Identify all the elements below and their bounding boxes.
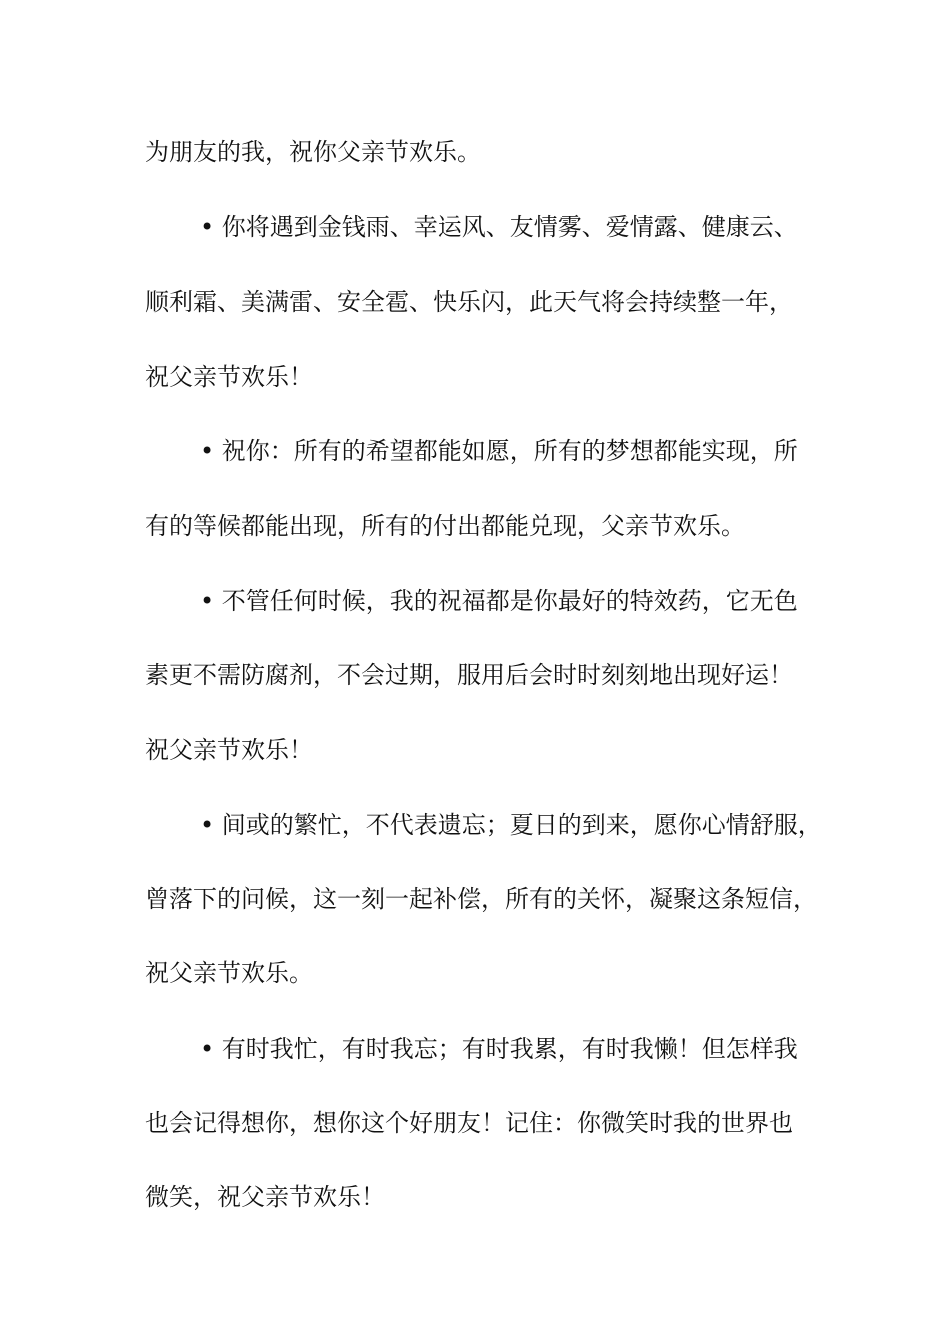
bullet-line: • 不管任何时候，我的祝福都是你最好的特效药，它无色: [200, 587, 798, 615]
text-line: 为朋友的我，祝你父亲节欢乐。: [145, 138, 481, 166]
text-line: 祝父亲节欢乐！: [145, 363, 313, 391]
text-line: 也会记得想你，想你这个好朋友！记住：你微笑时我的世界也: [145, 1109, 793, 1137]
bullet-line: • 有时我忙，有时我忘；有时我累，有时我懒！但怎样我: [200, 1035, 798, 1063]
bullet-line: • 间或的繁忙，不代表遗忘；夏日的到来，愿你心情舒服，: [200, 811, 822, 839]
text-line: 祝父亲节欢乐！: [145, 736, 313, 764]
bullet-line: • 祝你：所有的希望都能如愿，所有的梦想都能实现，所: [200, 437, 798, 465]
text-line: 顺利霜、美满雷、安全雹、快乐闪，此天气将会持续整一年，: [145, 288, 793, 316]
text-line: 祝父亲节欢乐。: [145, 959, 313, 987]
text-line: 微笑，祝父亲节欢乐！: [145, 1183, 385, 1211]
text-line: 有的等候都能出现，所有的付出都能兑现，父亲节欢乐。: [145, 512, 745, 540]
bullet-line: • 你将遇到金钱雨、幸运风、友情雾、爱情露、健康云、: [200, 213, 798, 241]
text-line: 曾落下的问候，这一刻一起补偿，所有的关怀，凝聚这条短信，: [145, 885, 817, 913]
text-line: 素更不需防腐剂，不会过期，服用后会时时刻刻地出现好运！: [145, 661, 793, 689]
